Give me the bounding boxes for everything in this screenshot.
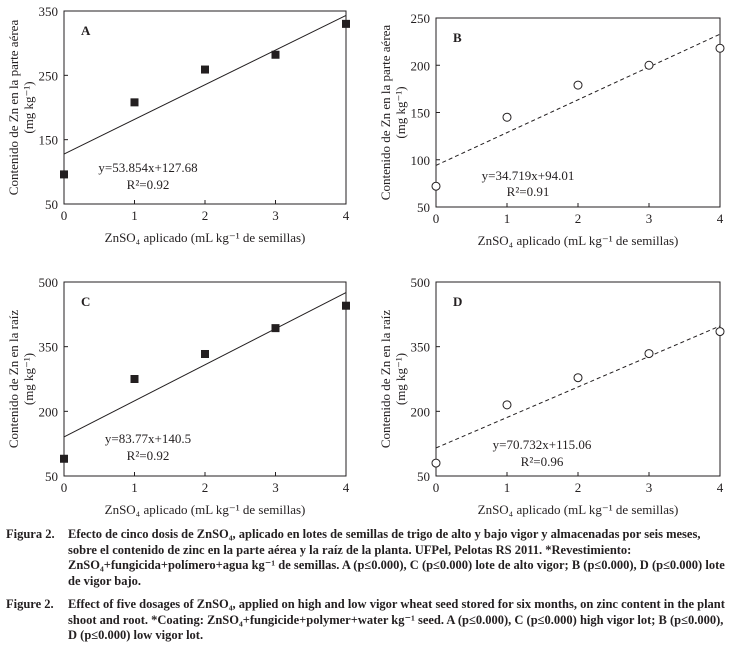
y-tick-label: 200 <box>410 404 430 420</box>
x-tick-label: 0 <box>60 208 68 223</box>
data-point <box>716 328 724 336</box>
y-axis-label: Contenido de Zn en la parte aérea <box>6 19 21 196</box>
x-tick-label: 2 <box>574 480 582 495</box>
y-tick-label: 350 <box>38 339 58 355</box>
regression-equation: y=53.854x+127.68 <box>98 160 198 175</box>
x-tick-label: 0 <box>432 480 440 495</box>
y-tick-label: 50 <box>45 197 58 212</box>
caption-english <box>6 597 728 644</box>
y-axis-unit: (mg kg⁻¹) <box>21 352 36 406</box>
y-tick-label: 200 <box>410 58 430 74</box>
y-tick-label: 350 <box>410 339 430 355</box>
x-tick-label: 3 <box>645 480 653 495</box>
r-squared: R²=0.92 <box>126 177 170 192</box>
y-tick-label: 100 <box>410 152 430 168</box>
data-point <box>60 455 68 463</box>
data-point <box>645 350 653 358</box>
y-axis-label: Contenido de Zn en la parte aérea <box>378 24 393 201</box>
x-tick-label: 4 <box>342 208 350 223</box>
x-tick-label: 0 <box>432 211 440 226</box>
x-axis-label: ZnSO₄ aplicado (mL kg⁻¹ de semillas) <box>104 502 306 517</box>
regression-line <box>436 34 720 165</box>
data-point <box>503 113 511 121</box>
r-squared: R²=0.92 <box>126 448 170 463</box>
y-axis-unit: (mg kg⁻¹) <box>21 81 36 134</box>
y-axis-label: Contenido de Zn en la raíz <box>378 309 393 449</box>
regression-equation: y=70.732x+115.06 <box>492 437 592 452</box>
x-tick-label: 2 <box>574 211 582 226</box>
y-tick-label: 50 <box>417 200 430 215</box>
x-tick-label: 3 <box>272 480 279 495</box>
y-tick-label: 250 <box>38 68 58 84</box>
y-axis-label: Contenido de Zn en la raíz <box>6 309 21 449</box>
caption-english-number: Figure 2. <box>6 597 54 611</box>
x-axis-label: ZnSO₄ aplicado (mL kg⁻¹ de semillas) <box>477 233 679 248</box>
r-squared: R²=0.96 <box>520 454 564 469</box>
data-point <box>201 66 209 74</box>
y-axis-unit: (mg kg⁻¹) <box>393 86 408 139</box>
y-tick-label: 250 <box>410 11 430 26</box>
y-axis-unit: (mg kg⁻¹) <box>393 352 408 406</box>
data-point <box>432 459 440 467</box>
x-tick-label: 4 <box>342 480 350 495</box>
regression-equation: y=34.719x+94.01 <box>481 168 575 183</box>
x-tick-label: 0 <box>60 480 68 495</box>
plot-frame <box>64 282 346 476</box>
x-tick-label: 1 <box>503 480 511 495</box>
data-point <box>272 324 280 332</box>
regression-line <box>64 293 346 437</box>
data-point <box>131 98 139 106</box>
data-point <box>574 81 582 89</box>
y-tick-label: 350 <box>38 4 58 19</box>
chart-panel-d <box>378 275 724 517</box>
regression-equation: y=83.77x+140.5 <box>104 431 192 446</box>
panel-label: A <box>81 23 91 38</box>
y-tick-label: 500 <box>38 275 58 290</box>
x-tick-label: 1 <box>503 211 511 226</box>
x-tick-label: 3 <box>272 208 279 223</box>
regression-line <box>64 15 346 154</box>
chart-panel-b <box>378 11 724 248</box>
data-point <box>503 401 511 409</box>
panel-label: C <box>81 294 91 309</box>
y-tick-label: 150 <box>38 132 58 148</box>
caption-spanish <box>6 527 728 589</box>
caption-spanish-number: Figura 2. <box>6 527 55 541</box>
x-tick-label: 4 <box>716 480 724 495</box>
chart-panel-a <box>6 4 350 245</box>
y-tick-label: 200 <box>38 404 58 420</box>
caption-spanish-text: Efecto de cinco dosis de ZnSO₄, aplicado en lotes de semillas de trigo de alto y bajo vigor y almacenadas por seis meses, sobre el contenido de zinc en la parte aérea y la raíz de la planta. UFPel, Pelotas RS 2011. *Revestimiento: ZnSO₄+fungicida+polímero+agua kg⁻¹ de semillas. A (p≤0.000), C (p≤0.000) lote de alto vigor; B (p≤0.000), D (p≤0.000) lote de vigor bajo. <box>68 527 725 588</box>
panel-label: D <box>453 294 463 309</box>
y-tick-label: 50 <box>45 469 58 484</box>
data-point <box>574 374 582 382</box>
plot-frame <box>436 18 720 207</box>
data-point <box>131 375 139 383</box>
plot-frame <box>64 11 346 204</box>
x-tick-label: 3 <box>645 211 653 226</box>
data-point <box>272 51 280 59</box>
x-axis-label: ZnSO₄ aplicado (mL kg⁻¹ de semillas) <box>104 230 306 245</box>
data-point <box>342 302 350 310</box>
x-tick-label: 1 <box>131 208 138 223</box>
y-tick-label: 500 <box>410 275 430 290</box>
x-tick-label: 4 <box>716 211 724 226</box>
y-tick-label: 50 <box>417 469 430 484</box>
data-point <box>60 170 68 178</box>
regression-line <box>436 326 720 448</box>
panel-label: B <box>453 30 462 45</box>
data-point <box>201 350 209 358</box>
data-point <box>716 44 724 52</box>
x-tick-label: 1 <box>131 480 138 495</box>
y-tick-label: 150 <box>410 105 430 121</box>
data-point <box>645 61 653 69</box>
r-squared: R²=0.91 <box>506 184 550 199</box>
x-tick-label: 2 <box>201 480 209 495</box>
x-axis-label: ZnSO₄ aplicado (mL kg⁻¹ de semillas) <box>477 502 679 517</box>
chart-panel-c <box>6 275 350 517</box>
x-tick-label: 2 <box>201 208 209 223</box>
data-point <box>342 20 350 28</box>
caption-english-text: Effect of five dosages of ZnSO₄, applied on high and low vigor wheat seed stored for six months, on zinc content in the plant shoot and root. *Coating: ZnSO₄+fungicide+polymer+water kg⁻¹ seed. A (p≤0.000), C (p≤0.000) high vigor lot; B (p≤0.000), D (p≤0.000) low vigor lot. <box>68 597 725 642</box>
data-point <box>432 182 440 190</box>
